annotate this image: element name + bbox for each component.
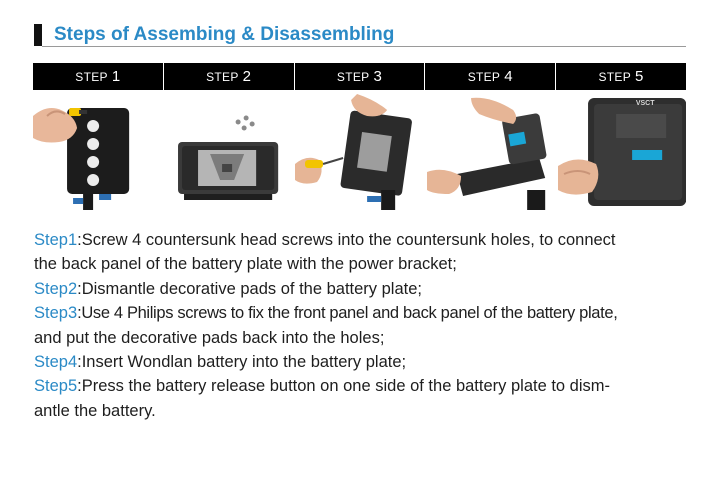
step-3-instruction — [34, 301, 694, 325]
step-5-instruction — [34, 374, 694, 398]
step-word: STEP — [206, 69, 239, 84]
step-word: STEP — [75, 69, 108, 84]
step-2-instruction — [34, 277, 694, 301]
step-text: :Insert Wondlan battery into the battery plate; — [77, 353, 407, 372]
step-1-photo — [33, 94, 161, 210]
step-header-3 — [294, 63, 425, 90]
title-marker — [34, 24, 42, 46]
step-text: and put the decorative pads back into the holes; — [34, 328, 385, 347]
step-text: :Screw 4 countersunk head screws into the countersunk holes, to connect — [77, 231, 616, 249]
title-divider — [42, 46, 686, 47]
step-1-instruction-cont — [34, 252, 694, 276]
step-header-2 — [163, 63, 294, 90]
step-header-4 — [424, 63, 555, 90]
step-word: STEP — [336, 69, 370, 84]
step-2-photo — [164, 94, 292, 210]
step-header-1 — [33, 63, 163, 90]
steps-header-bar — [33, 63, 686, 90]
step-text: :Use 4 Philips screws to fix the front panel and back panel of the battery plate, — [77, 304, 618, 323]
step-photos — [33, 94, 686, 210]
step-text: antle the battery. — [34, 401, 156, 420]
step-label: Step3 — [34, 304, 78, 323]
step-header-5 — [555, 63, 686, 90]
step-number: 4 — [504, 68, 513, 85]
step-3-instruction-cont — [34, 326, 694, 350]
step-number: 5 — [635, 68, 644, 85]
step-label: Step1 — [34, 231, 78, 249]
instructions-text — [34, 228, 694, 423]
step-number: 1 — [111, 68, 121, 85]
step-4-photo — [427, 94, 555, 210]
step-label: Step2 — [34, 279, 78, 298]
battery-brand-label: VSCT — [635, 100, 655, 107]
step-text: :Dismantle decorative pads of the battery plate; — [77, 279, 422, 298]
step-5-instruction-cont — [34, 399, 694, 423]
step-label: Step5 — [34, 377, 78, 396]
step-5-photo — [558, 94, 686, 210]
step-3-photo — [295, 94, 423, 210]
step-text: :Press the battery release button on one side of the battery plate to dism- — [77, 377, 611, 396]
step-word: STEP — [598, 69, 632, 84]
step-label: Step4 — [34, 353, 78, 372]
step-number: 2 — [242, 68, 252, 85]
page-title: Steps of Assembing & Disassembling — [54, 24, 395, 45]
step-number: 3 — [373, 68, 383, 85]
step-1-instruction — [34, 228, 694, 252]
step-text: the back panel of the battery plate with the power bracket; — [34, 255, 457, 274]
step-word: STEP — [467, 69, 501, 84]
step-4-instruction — [34, 350, 694, 374]
